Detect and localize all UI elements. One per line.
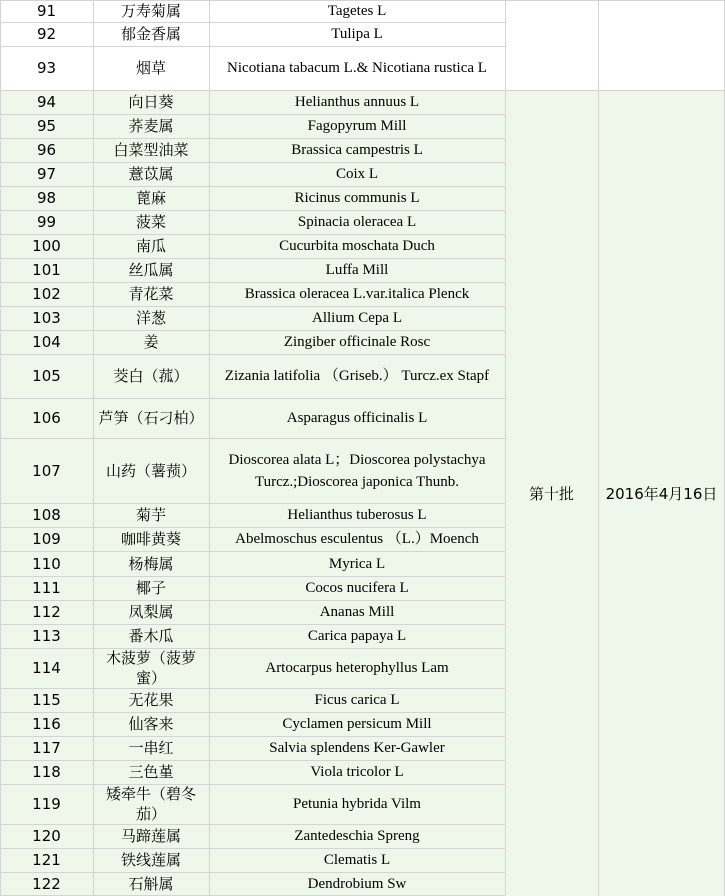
row-number: 112 xyxy=(32,603,61,621)
latin-name: Zantedeschia Spreng xyxy=(294,828,420,844)
row-number: 95 xyxy=(36,117,57,135)
latin-name: Spinacia oleracea L xyxy=(297,214,417,230)
row-number: 118 xyxy=(32,763,61,781)
chinese-name: 三色堇 xyxy=(128,763,174,781)
row-number: 101 xyxy=(32,261,61,279)
latin-name: Luffa Mill xyxy=(325,262,389,278)
chinese-name: 山药（薯蓣） xyxy=(105,461,196,480)
chinese-name: 石斛属 xyxy=(128,875,174,893)
latin-name: Allium Cepa L xyxy=(312,310,402,326)
latin-name: Nicotiana tabacum L.& Nicotiana rustica L xyxy=(227,60,487,76)
row-number: 96 xyxy=(36,141,57,159)
latin-name: Coix L xyxy=(335,166,379,182)
grid-line-h xyxy=(0,648,505,649)
chinese-name: 丝瓜属 xyxy=(128,261,174,279)
latin-name: Abelmoschus esculentus （L.）Moench xyxy=(235,531,479,547)
latin-name: Brassica campestris L xyxy=(291,142,423,158)
latin-name: Dendrobium Sw xyxy=(307,876,407,892)
chinese-name: 洋葱 xyxy=(135,309,166,327)
grid-line-h xyxy=(0,624,505,625)
latin-name: Tulipa L xyxy=(331,26,383,42)
grid-line-h xyxy=(0,551,505,552)
chinese-name: 蓖麻 xyxy=(135,189,166,207)
latin-name: Helianthus tuberosus L xyxy=(287,507,427,523)
chinese-name: 木菠萝（菠萝蜜） xyxy=(105,649,196,687)
chinese-name: 仙客来 xyxy=(128,715,174,733)
row-number: 103 xyxy=(32,309,61,327)
latin-name: Ficus carica L xyxy=(314,692,400,708)
row-number: 91 xyxy=(36,2,57,20)
chinese-name: 万寿菊属 xyxy=(120,2,181,20)
grid-line-h xyxy=(0,46,505,47)
chinese-name: 荞麦属 xyxy=(128,117,174,135)
grid-line-v xyxy=(598,0,599,896)
row-number: 104 xyxy=(32,333,61,351)
chinese-name: 姜 xyxy=(143,333,159,351)
grid-line-h xyxy=(0,138,505,139)
row-number: 106 xyxy=(32,409,61,427)
grid-line-h xyxy=(0,354,505,355)
chinese-name: 茭白（菰） xyxy=(113,367,189,385)
chinese-name: 向日葵 xyxy=(128,93,174,111)
batch-label: 第十批 xyxy=(528,484,574,503)
grid-line-h xyxy=(0,258,505,259)
latin-name: Viola tricolor L xyxy=(310,764,404,780)
grid-line-h xyxy=(0,90,725,91)
latin-name: Fagopyrum Mill xyxy=(307,118,407,134)
chinese-name: 一串红 xyxy=(128,739,174,757)
row-number: 100 xyxy=(32,237,61,255)
grid-line-h xyxy=(0,114,505,115)
latin-name: Myrica L xyxy=(328,555,386,572)
row-number: 109 xyxy=(32,530,61,548)
grid-line-h xyxy=(0,872,505,873)
row-number: 94 xyxy=(36,93,57,111)
grid-line-h xyxy=(0,784,505,785)
latin-name: Dioscorea alata L；Dioscorea polystachya Turcz.;Dioscorea japonica Thunb. xyxy=(228,451,486,490)
grid-line-h xyxy=(0,576,505,577)
row-number: 108 xyxy=(32,506,61,524)
row-number: 105 xyxy=(32,367,61,385)
latin-name: Helianthus annuus L xyxy=(294,94,420,110)
latin-name: Cucurbita moschata Duch xyxy=(279,238,435,254)
row-number: 114 xyxy=(32,659,61,677)
grid-line-h xyxy=(0,688,505,689)
latin-name: Tagetes L xyxy=(327,3,387,19)
grid-line-h xyxy=(0,527,505,528)
grid-line-h xyxy=(0,210,505,211)
chinese-name: 郁金香属 xyxy=(120,25,181,43)
grid-line-h xyxy=(0,398,505,399)
grid-line-h xyxy=(0,0,725,1)
latin-name: Carica papaya L xyxy=(307,628,407,644)
row-number: 99 xyxy=(36,213,57,231)
chinese-name: 番木瓜 xyxy=(128,627,174,645)
grid-line-h xyxy=(0,186,505,187)
chinese-name: 铁线莲属 xyxy=(120,851,181,869)
row-number: 98 xyxy=(36,189,57,207)
grid-line-v xyxy=(0,0,1,896)
row-number: 115 xyxy=(32,691,61,709)
grid-line-h xyxy=(0,330,505,331)
latin-name: Asparagus officinalis L xyxy=(286,410,428,426)
row-number: 110 xyxy=(32,554,61,573)
row-number: 113 xyxy=(32,627,61,645)
chinese-name: 杨梅属 xyxy=(128,554,174,573)
row-number: 119 xyxy=(32,795,61,813)
chinese-name: 薏苡属 xyxy=(128,165,174,183)
latin-name: Clematis L xyxy=(323,852,391,868)
latin-name: Salvia splendens Ker-Gawler xyxy=(269,740,445,756)
date-label: 2016年4月16日 xyxy=(605,484,718,503)
chinese-name: 马蹄莲属 xyxy=(120,827,181,845)
latin-name: Cyclamen persicum Mill xyxy=(282,716,432,732)
latin-name: Ananas Mill xyxy=(319,604,395,620)
grid-line-v xyxy=(209,0,210,896)
row-number: 122 xyxy=(32,875,61,893)
grid-line-h xyxy=(0,824,505,825)
grid-line-h xyxy=(0,760,505,761)
grid-line-h xyxy=(0,162,505,163)
grid-line-h xyxy=(0,22,505,23)
grid-line-h xyxy=(0,848,505,849)
chinese-name: 椰子 xyxy=(135,579,166,597)
chinese-name: 菠菜 xyxy=(135,213,166,231)
row-number: 120 xyxy=(32,827,61,845)
latin-name: Brassica oleracea L.var.italica Plenck xyxy=(244,286,470,302)
chinese-name: 芦笋（石刁柏） xyxy=(98,409,204,427)
row-number: 117 xyxy=(32,739,61,757)
latin-name: Zingiber officinale Rosc xyxy=(283,334,431,350)
latin-name: Zizania latifolia （Griseb.） Turcz.ex Stapf xyxy=(224,368,490,384)
row-number: 116 xyxy=(32,715,61,733)
latin-name: Artocarpus heterophyllus Lam xyxy=(265,660,449,676)
grid-line-h xyxy=(0,438,505,439)
grid-line-h xyxy=(0,234,505,235)
row-number: 107 xyxy=(32,461,61,480)
chinese-name: 南瓜 xyxy=(135,237,166,255)
chinese-name: 白菜型油菜 xyxy=(113,141,189,159)
grid-line-h xyxy=(0,306,505,307)
grid-line-h xyxy=(0,503,505,504)
chinese-name: 凤梨属 xyxy=(128,603,174,621)
row-number: 97 xyxy=(36,165,57,183)
grid-line-v xyxy=(93,0,94,896)
row-number: 121 xyxy=(32,851,61,869)
row-number: 102 xyxy=(32,285,61,303)
grid-line-h xyxy=(0,712,505,713)
chinese-name: 青花菜 xyxy=(128,285,174,303)
chinese-name: 菊芋 xyxy=(135,506,166,524)
grid-line-v xyxy=(505,0,506,896)
grid-line-h xyxy=(0,736,505,737)
chinese-name: 无花果 xyxy=(128,691,174,709)
latin-name: Cocos nucifera L xyxy=(305,580,409,596)
row-number: 111 xyxy=(32,579,61,597)
chinese-name: 咖啡黄葵 xyxy=(120,530,181,548)
row-number: 92 xyxy=(36,25,57,43)
latin-name: Ricinus communis L xyxy=(294,190,420,206)
chinese-name: 烟草 xyxy=(135,59,166,77)
latin-name: Petunia hybrida Vilm xyxy=(293,796,421,812)
row-number: 93 xyxy=(36,59,57,77)
grid-line-h xyxy=(0,600,505,601)
grid-line-h xyxy=(0,282,505,283)
chinese-name: 矮牵牛（碧冬茄） xyxy=(105,785,196,823)
